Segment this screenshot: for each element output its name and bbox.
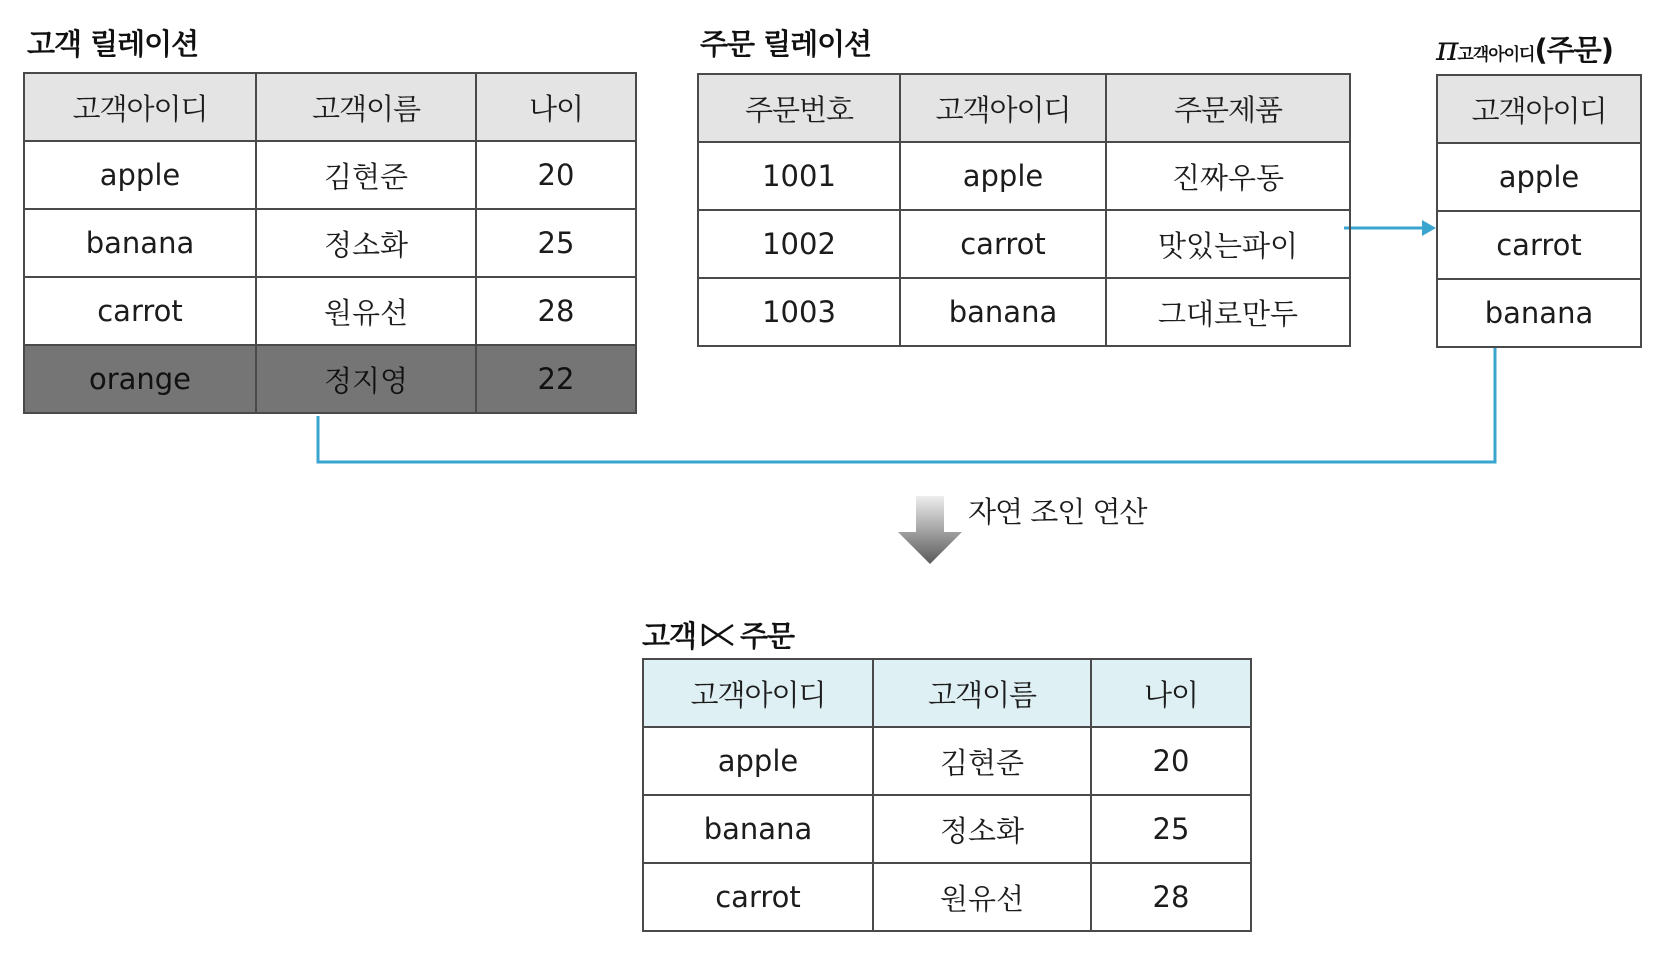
table-cell: banana xyxy=(643,795,873,863)
table-cell: apple xyxy=(24,141,256,209)
column-header: 고객이름 xyxy=(256,73,476,141)
table-cell: carrot xyxy=(900,210,1106,278)
customer-table xyxy=(23,72,637,414)
table-cell: 진짜우동 xyxy=(1106,142,1350,210)
order-relation-title: 주문 릴레이션 xyxy=(700,27,872,61)
projection-table xyxy=(1436,74,1642,348)
table-row xyxy=(643,727,1251,795)
projection-title xyxy=(1436,28,1613,69)
join-down-arrow xyxy=(898,496,962,564)
join-result-title xyxy=(642,614,794,655)
table-cell: 28 xyxy=(1091,863,1251,931)
table-row xyxy=(24,141,636,209)
table-cell: 28 xyxy=(476,277,636,345)
operation-label: 자연 조인 연산 xyxy=(968,495,1147,529)
table-cell: 원유선 xyxy=(256,277,476,345)
table-cell: 원유선 xyxy=(873,863,1091,931)
table-cell: 20 xyxy=(476,141,636,209)
order-table xyxy=(697,73,1351,347)
table-header-row xyxy=(24,73,636,141)
table-cell: carrot xyxy=(1437,211,1641,279)
column-header: 주문번호 xyxy=(698,74,900,142)
table-cell: 정지영 xyxy=(256,345,476,413)
table-header-row xyxy=(698,74,1350,142)
table-cell: apple xyxy=(1437,143,1641,211)
column-header: 고객이름 xyxy=(873,659,1091,727)
table-row xyxy=(643,863,1251,931)
semijoin-icon xyxy=(700,622,736,648)
excluded-row xyxy=(24,345,636,413)
table-header-row xyxy=(1437,75,1641,143)
projection-subscript: 고객아이디 xyxy=(1457,45,1535,65)
table-cell: 25 xyxy=(1091,795,1251,863)
table-row xyxy=(24,277,636,345)
column-header: 고객아이디 xyxy=(900,74,1106,142)
table-row xyxy=(1437,143,1641,211)
table-row xyxy=(1437,279,1641,347)
table-cell: 정소화 xyxy=(256,209,476,277)
customer-relation-title: 고객 릴레이션 xyxy=(27,27,199,61)
table-header-row xyxy=(643,659,1251,727)
table-cell: 정소화 xyxy=(873,795,1091,863)
table-cell: 김현준 xyxy=(873,727,1091,795)
table-cell: banana xyxy=(1437,279,1641,347)
table-cell: 22 xyxy=(476,345,636,413)
table-row xyxy=(643,795,1251,863)
table-cell: 1003 xyxy=(698,278,900,346)
column-header: 나이 xyxy=(476,73,636,141)
table-cell: 그대로만두 xyxy=(1106,278,1350,346)
table-cell: 1001 xyxy=(698,142,900,210)
table-cell: 맛있는파이 xyxy=(1106,210,1350,278)
column-header: 고객아이디 xyxy=(24,73,256,141)
column-header: 주문제품 xyxy=(1106,74,1350,142)
table-cell: orange xyxy=(24,345,256,413)
table-row xyxy=(24,209,636,277)
table-cell: banana xyxy=(900,278,1106,346)
column-header: 고객아이디 xyxy=(1437,75,1641,143)
table-row xyxy=(698,278,1350,346)
join-left-operand: 고객 xyxy=(642,619,697,653)
column-header: 나이 xyxy=(1091,659,1251,727)
table-cell: apple xyxy=(643,727,873,795)
table-cell: banana xyxy=(24,209,256,277)
table-cell: carrot xyxy=(643,863,873,931)
table-cell: 25 xyxy=(476,209,636,277)
table-cell: 김현준 xyxy=(256,141,476,209)
column-header: 고객아이디 xyxy=(643,659,873,727)
table-row xyxy=(698,142,1350,210)
table-row xyxy=(698,210,1350,278)
table-cell: 1002 xyxy=(698,210,900,278)
table-row xyxy=(1437,211,1641,279)
table-cell: apple xyxy=(900,142,1106,210)
table-cell: carrot xyxy=(24,277,256,345)
projection-arrowhead xyxy=(1422,220,1436,236)
join-right-operand: 주문 xyxy=(740,619,795,653)
table-cell: 20 xyxy=(1091,727,1251,795)
projection-argument: (주문) xyxy=(1534,33,1614,67)
pi-symbol: π xyxy=(1436,29,1458,69)
join-result-table xyxy=(642,658,1252,932)
